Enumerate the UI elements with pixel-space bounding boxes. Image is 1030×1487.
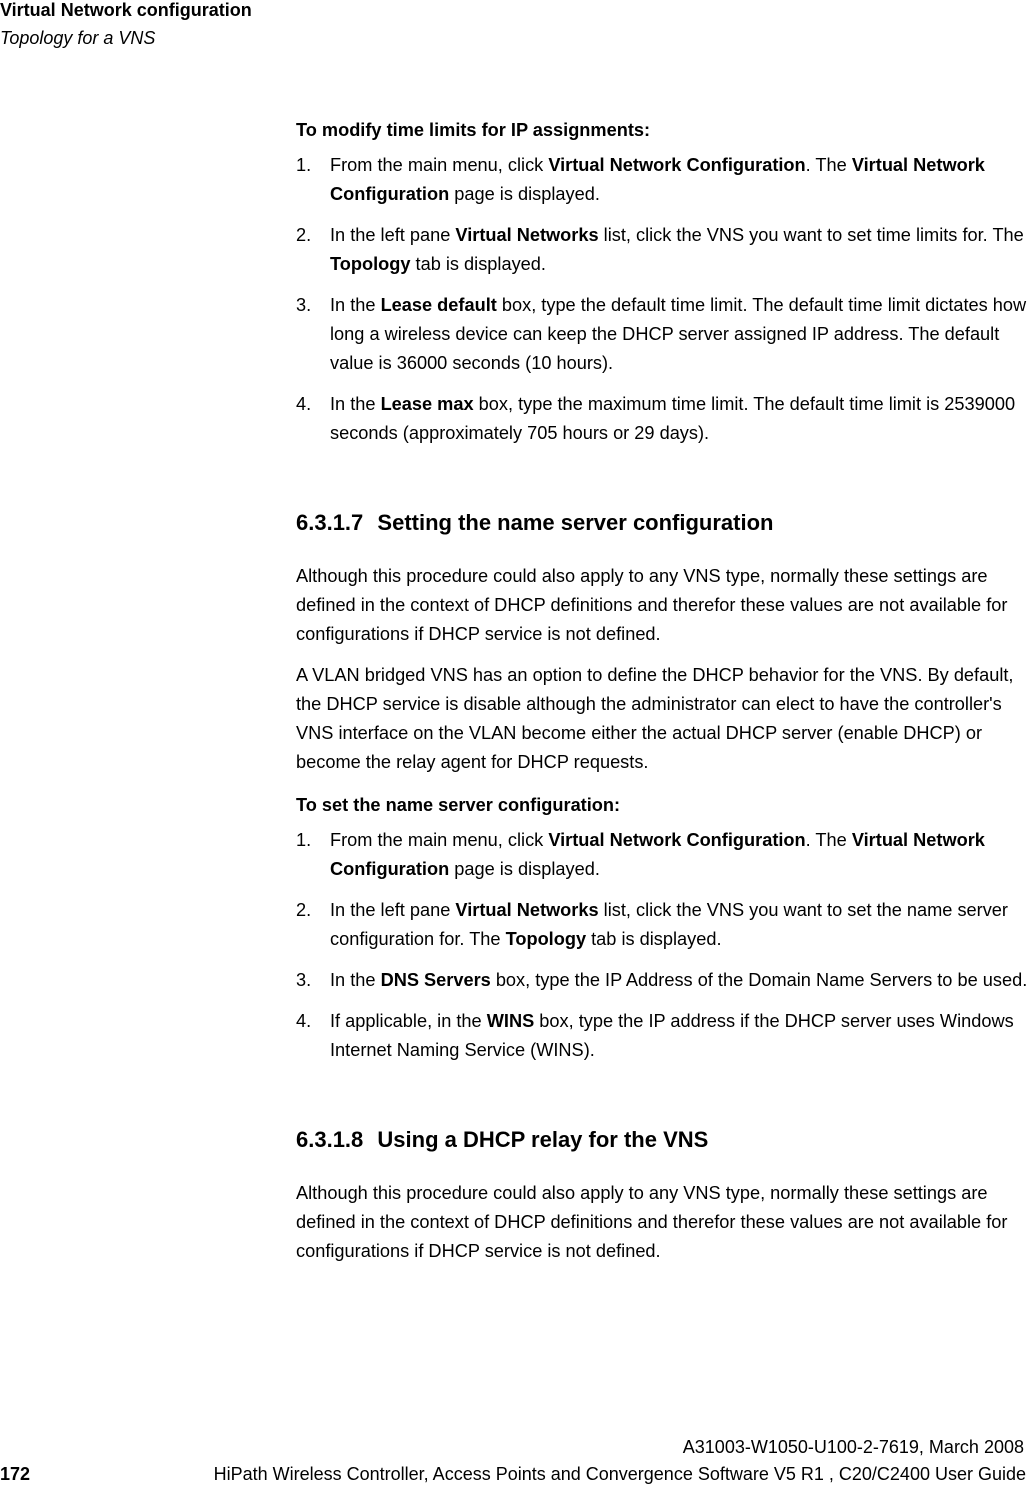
section-title: Setting the name server configuration xyxy=(377,510,774,535)
ui-term: Virtual Network Configuration xyxy=(330,155,985,204)
step-item xyxy=(296,826,1028,884)
page-content xyxy=(296,116,1028,1278)
ui-term: Virtual Network Configuration xyxy=(548,830,806,850)
step-item xyxy=(296,291,1028,378)
step-text: box, type the IP Address of the Domain Name Servers to be used. xyxy=(490,970,1028,990)
step-item xyxy=(296,390,1028,448)
ui-term: Topology xyxy=(505,929,587,949)
section-heading-name-server xyxy=(296,508,1028,538)
footer-guide-title: HiPath Wireless Controller, Access Points and Convergence Software V5 R1 , C20/C2400 User Guide xyxy=(213,1464,1026,1484)
step-number: 2. xyxy=(296,225,312,245)
step-number: 3. xyxy=(296,970,312,990)
procedure-title-name-server: To set the name server configuration: xyxy=(296,795,621,815)
step-text: list, click the VNS you want to set time limits for. The xyxy=(598,225,1024,245)
ui-term: Lease default xyxy=(380,295,497,315)
step-item xyxy=(296,966,1028,995)
footer-document-code: A31003-W1050-U100-2-7619, March 2008 xyxy=(682,1437,1024,1457)
section-heading-dhcp-relay xyxy=(296,1125,1028,1155)
step-text: From the main menu, click xyxy=(330,830,549,850)
step-text: In the xyxy=(330,970,381,990)
running-header-title: Virtual Network configuration xyxy=(0,0,252,20)
step-item xyxy=(296,896,1028,954)
section-title: Using a DHCP relay for the VNS xyxy=(377,1127,709,1152)
step-number: 4. xyxy=(296,394,312,414)
ui-term: WINS xyxy=(486,1011,535,1031)
step-text: . The xyxy=(805,155,852,175)
ui-term: Virtual Network Configuration xyxy=(548,155,806,175)
step-number: 1. xyxy=(296,155,312,175)
ui-term: Virtual Networks xyxy=(455,900,599,920)
ui-term: Virtual Network Configuration xyxy=(330,830,985,879)
step-item xyxy=(296,221,1028,279)
step-text: box, type the maximum time limit. The default time limit is 2539000 seconds (approximately 705 hours or 29 days). xyxy=(330,394,1016,443)
body-paragraph: A VLAN bridged VNS has an option to define the DHCP behavior for the VNS. By default, the DHCP service is disable although the administrator can elect to have the controller's VNS interface on the VLAN become either the actual DHCP server (enable DHCP) or become the relay agent for DHCP requests. xyxy=(296,665,1014,772)
step-number: 1. xyxy=(296,830,312,850)
ui-term: Virtual Networks xyxy=(455,225,599,245)
procedure-steps-time-limits xyxy=(296,151,1028,448)
section-number: 6.3.1.8 xyxy=(296,1127,364,1152)
section-number: 6.3.1.7 xyxy=(296,510,364,535)
step-text: box, type the default time limit. The default time limit dictates how long a wireless device can keep the DHCP server assigned IP address. The default value is 36000 seconds (10 hours). xyxy=(330,295,1027,373)
step-number: 3. xyxy=(296,295,312,315)
step-text: tab is displayed. xyxy=(586,929,722,949)
step-number: 4. xyxy=(296,1011,312,1031)
running-header-subtitle: Topology for a VNS xyxy=(0,28,156,48)
body-paragraph: Although this procedure could also apply to any VNS type, normally these settings are defined in the context of DHCP definitions and therefor these values are not available for configurations if DHCP service is not defined. xyxy=(296,1183,1008,1261)
step-text: page is displayed. xyxy=(449,859,600,879)
step-text: . The xyxy=(805,830,852,850)
procedure-title-time-limits: To modify time limits for IP assignments: xyxy=(296,120,651,140)
step-text: tab is displayed. xyxy=(410,254,546,274)
procedure-steps-name-server xyxy=(296,826,1028,1065)
step-text: In the xyxy=(330,394,381,414)
step-text: list, click the VNS you want to set the name server configuration for. The xyxy=(330,900,1008,949)
page-number: 172 xyxy=(0,1464,31,1484)
step-item xyxy=(296,1007,1028,1065)
step-text: From the main menu, click xyxy=(330,155,549,175)
step-item xyxy=(296,151,1028,209)
step-text: In the left pane xyxy=(330,225,456,245)
step-text: In the xyxy=(330,295,381,315)
step-number: 2. xyxy=(296,900,312,920)
step-text: In the left pane xyxy=(330,900,456,920)
ui-term: Topology xyxy=(330,254,411,274)
ui-term: Lease max xyxy=(380,394,474,414)
step-text: page is displayed. xyxy=(449,184,600,204)
step-text: box, type the IP address if the DHCP server uses Windows Internet Naming Service (WINS). xyxy=(330,1011,1014,1060)
body-paragraph: Although this procedure could also apply to any VNS type, normally these settings are defined in the context of DHCP definitions and therefor these values are not available for configurations if DHCP service is not defined. xyxy=(296,566,1008,644)
ui-term: DNS Servers xyxy=(380,970,491,990)
step-text: If applicable, in the xyxy=(330,1011,487,1031)
